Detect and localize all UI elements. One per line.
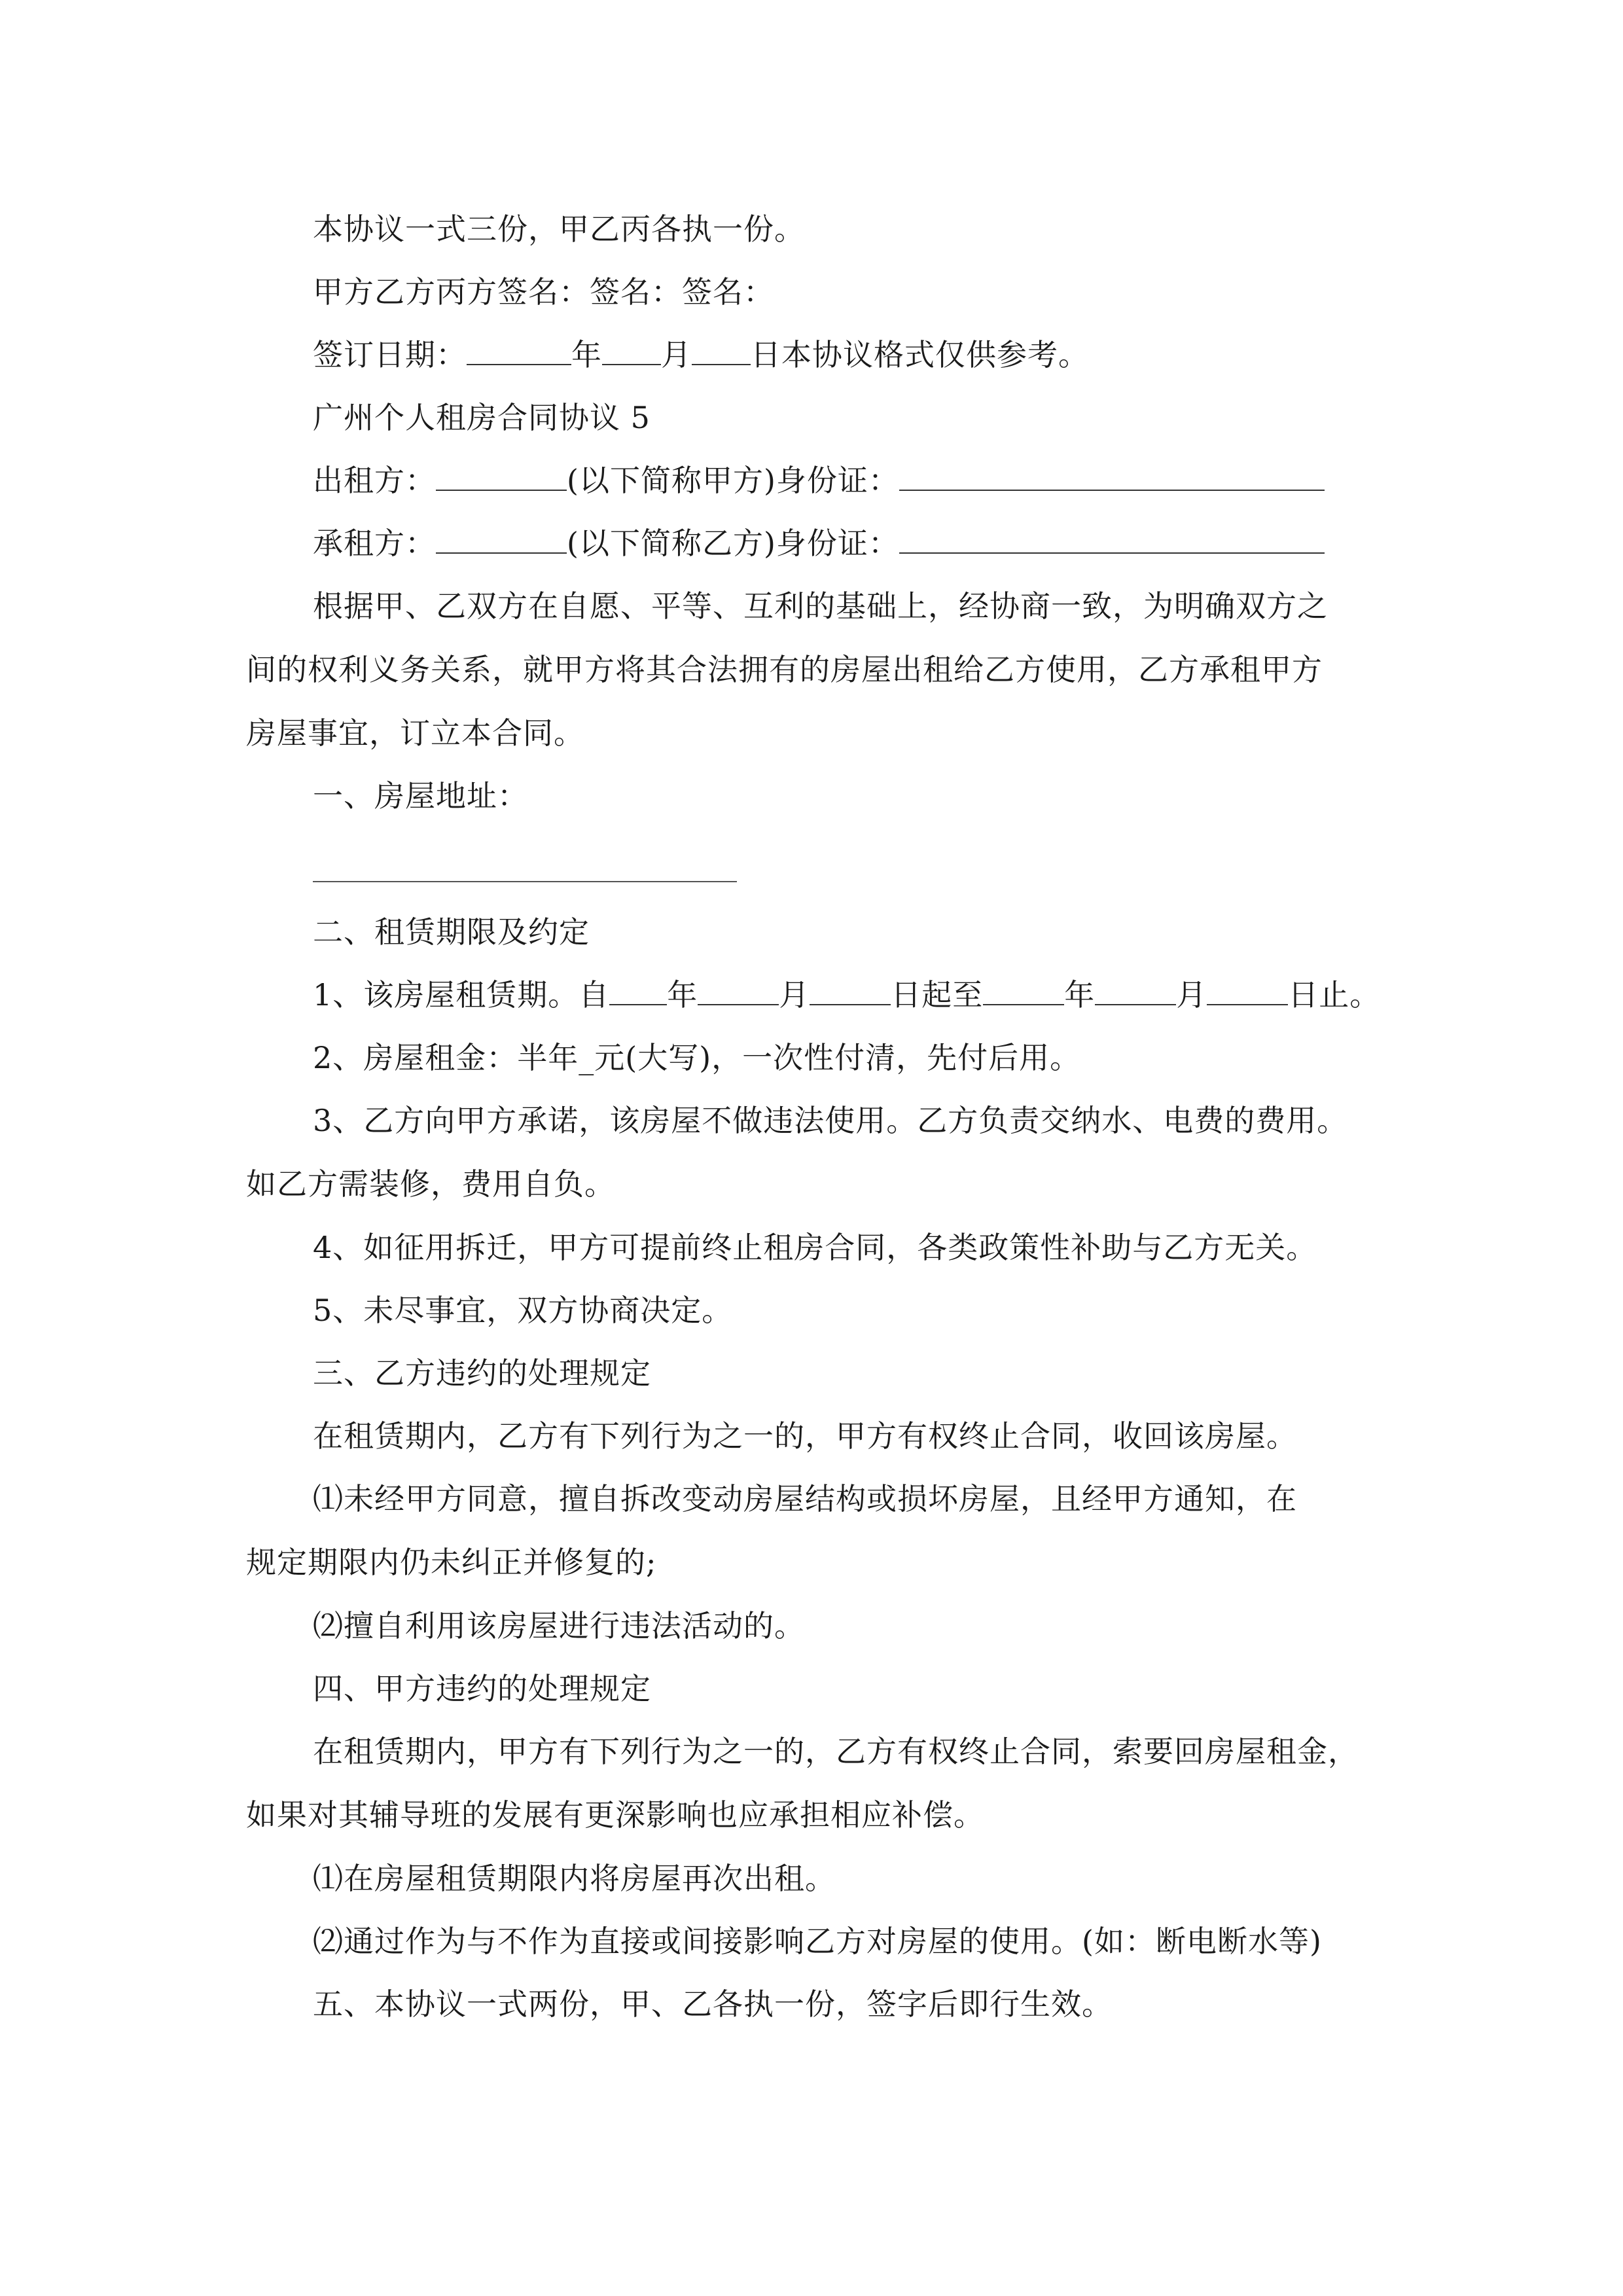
day-note: 日本协议格式仅供参考。 — [751, 337, 1089, 372]
lessor-breach-intro-line-2 — [0, 1795, 1623, 1835]
blank-lessee-name — [436, 524, 567, 554]
end-day-label: 日止。 — [1288, 977, 1381, 1013]
text-signatures: 甲方乙方丙方签名：签名：签名： — [313, 274, 774, 310]
text-clause-4: 4、如征用拆迁，甲方可提前终止租房合同，各类政策性补助与乙方无关。 — [313, 1230, 1317, 1265]
lessee-label: 承租方： — [313, 526, 436, 561]
clause-4 — [0, 1228, 1623, 1267]
clause-3-line-1 — [0, 1101, 1623, 1140]
text-clause-3-a: 3、乙方向甲方承诺，该房屋不做违法使用。乙方负责交纳水、电费的费用。 — [313, 1103, 1348, 1138]
blank-start-day — [810, 975, 891, 1005]
year-label: 年 — [571, 337, 602, 372]
end-year-label: 年 — [1064, 977, 1096, 1013]
paragraph-lessee — [0, 524, 1623, 563]
lessor-breach-item-2 — [0, 1922, 1623, 1961]
lessee-breach-item-2 — [0, 1606, 1623, 1645]
heading-lessee-breach — [0, 1354, 1623, 1393]
clause-1-label: 1、该房屋租赁期。自 — [313, 977, 610, 1013]
start-year-label: 年 — [667, 977, 698, 1013]
blank-lessee-id — [899, 524, 1325, 554]
lessor-label: 出租方： — [313, 463, 436, 498]
contract-title: 广州个人租房合同协议 5 — [313, 400, 651, 435]
text-lessor-breach-2: ⑵通过作为与不作为直接或间接影响乙方对房屋的使用。(如：断电断水等) — [313, 1924, 1322, 1959]
paragraph-copies — [0, 209, 1623, 249]
text-intro-2: 间的权利义务关系，就甲方将其合法拥有的房屋出租给乙方使用，乙方承租甲方 — [246, 652, 1323, 687]
heading-address — [0, 776, 1623, 816]
lessee-id-label: (以下简称乙方)身份证： — [567, 526, 899, 561]
blank-lessor-id — [899, 461, 1325, 491]
paragraph-intro-3 — [0, 713, 1623, 753]
text-intro-1: 根据甲、乙双方在自愿、平等、互利的基础上，经协商一致，为明确双方之 — [313, 588, 1328, 624]
month-label: 月 — [661, 337, 692, 372]
text-copies: 本协议一式三份，甲乙丙各执一份。 — [313, 211, 805, 247]
clause-3-line-2 — [0, 1164, 1623, 1204]
start-day-label: 日起至 — [891, 977, 984, 1013]
blank-year — [467, 335, 571, 365]
paragraph-intro-2 — [0, 650, 1623, 689]
text-clause-3-b: 如乙方需装修，费用自负。 — [246, 1166, 615, 1202]
text-effectiveness: 五、本协议一式两份，甲、乙各执一份，签字后即行生效。 — [313, 1986, 1113, 2022]
paragraph-intro-1 — [0, 586, 1623, 626]
start-month-label: 月 — [779, 977, 810, 1013]
text-lessee-breach-2: ⑵擅自利用该房屋进行违法活动的。 — [313, 1608, 805, 1643]
clause-1 — [0, 975, 1623, 1014]
text-term-heading: 二、租赁期限及约定 — [313, 914, 590, 950]
end-month-label: 月 — [1176, 977, 1207, 1013]
lessee-breach-item-1-line-2 — [0, 1543, 1623, 1582]
blank-start-year — [609, 975, 667, 1005]
text-lessee-breach-heading: 三、乙方违约的处理规定 — [313, 1355, 651, 1391]
blank-end-day — [1207, 975, 1288, 1005]
lessor-id-label: (以下简称甲方)身份证： — [567, 463, 899, 498]
blank-end-year — [983, 975, 1064, 1005]
text-clause-2: 2、房屋租金：半年_元(大写)，一次性付清，先付后用。 — [313, 1040, 1081, 1075]
paragraph-lessor — [0, 461, 1623, 500]
clause-2 — [0, 1038, 1623, 1077]
paragraph-signatures — [0, 272, 1623, 312]
lessee-breach-intro — [0, 1416, 1623, 1456]
text-lessee-breach-1-b: 规定期限内仍未纠正并修复的; — [246, 1545, 657, 1580]
paragraph-sign-date — [0, 335, 1623, 374]
lessor-breach-item-1 — [0, 1859, 1623, 1898]
lessee-breach-item-1-line-1 — [0, 1479, 1623, 1518]
text-intro-3: 房屋事宜，订立本合同。 — [246, 715, 584, 751]
text-lessor-breach-heading: 四、甲方违约的处理规定 — [313, 1671, 651, 1706]
text-address-heading: 一、房屋地址： — [313, 778, 528, 814]
text-lessor-breach-1: ⑴在房屋租赁期限内将房屋再次出租。 — [313, 1861, 836, 1896]
text-lessor-breach-intro-b: 如果对其辅导班的发展有更深影响也应承担相应补偿。 — [246, 1797, 984, 1833]
text-lessor-breach-intro-a: 在租赁期内，甲方有下列行为之一的，乙方有权终止合同，索要回房屋租金， — [313, 1734, 1359, 1769]
heading-lessor-breach — [0, 1669, 1623, 1708]
text-lessee-breach-intro: 在租赁期内，乙方有下列行为之一的，甲方有权终止合同，收回该房屋。 — [313, 1418, 1297, 1454]
blank-month — [602, 335, 661, 365]
blank-start-month — [698, 975, 779, 1005]
heading-term — [0, 912, 1623, 952]
text-clause-5: 5、未尽事宜，双方协商决定。 — [313, 1293, 733, 1328]
blank-end-month — [1095, 975, 1176, 1005]
lessor-breach-intro-line-1 — [0, 1732, 1623, 1771]
blank-lessor-name — [436, 461, 567, 491]
sign-date-label: 签订日期： — [313, 337, 467, 372]
section-title — [0, 398, 1623, 437]
blank-day — [692, 335, 751, 365]
clause-5 — [0, 1291, 1623, 1330]
text-lessee-breach-1-a: ⑴未经甲方同意，擅自拆改变动房屋结构或损坏房屋，且经甲方通知，在 — [313, 1481, 1297, 1516]
blank-address — [313, 881, 737, 882]
heading-effectiveness — [0, 1984, 1623, 2024]
